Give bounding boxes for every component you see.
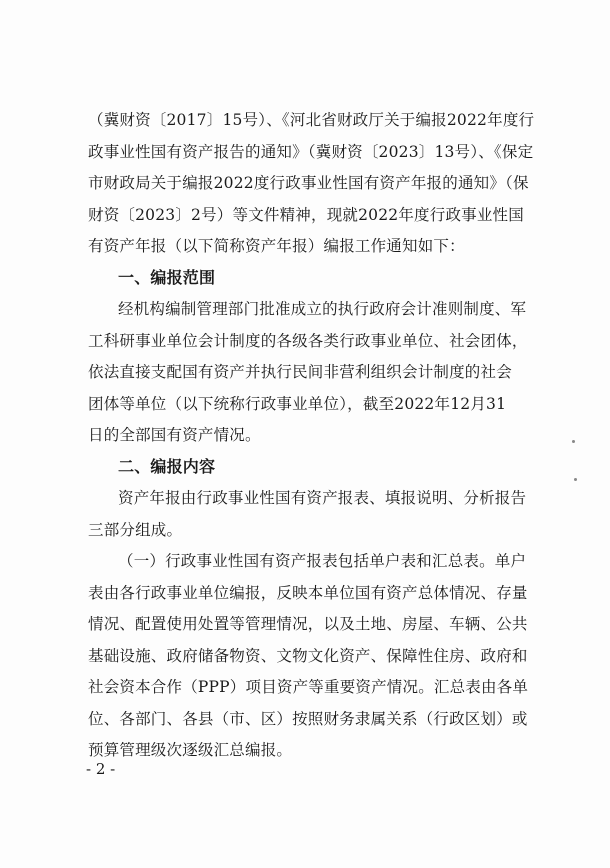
section-heading-content: 二、编报内容 [118,457,216,476]
paragraph-line: 经机构编制管理部门批准成立的执行政府会计准则制度、军 [118,300,527,318]
paragraph-line: 有资产年报（以下简称资产年报）编报工作通知如下： [88,237,465,255]
paragraph-line: （冀财资〔2017〕15号）、《河北省财政厅关于编报2022年度行 [88,111,535,129]
paragraph-line: （一）行政事业性国有资产报表包括单户表和汇总表。单户 [118,552,527,570]
paragraph-line: 工科研事业单位会计制度的各级各类行政事业单位、社会团体， [88,332,528,350]
paragraph-line: 情况、配置使用处置等管理情况，以及土地、房屋、车辆、公共 [88,615,528,633]
paragraph-line: 位、各部门、各县（市、区）按照财务隶属关系（行政区划）或 [88,710,528,728]
paragraph-line: 依法直接支配国有资产并执行民间非营利组织会计制度的社会 [88,363,512,381]
section-heading-scope: 一、编报范围 [118,268,216,287]
page-number: - 2 - [86,760,116,778]
paragraph-line: 资产年报由行政事业性国有资产报表、填报说明、分析报告 [118,489,527,507]
paragraph-line: 三部分组成。 [88,521,183,539]
paragraph-line: 预算管理级次逐级汇总编报。 [88,741,293,759]
paragraph-line: 团体等单位（以下统称行政事业单位），截至2022年12月31 [88,395,507,413]
paragraph-line: 市财政局关于编报2022度行政事业性国有资产年报的通知》（保 [88,174,529,192]
paragraph-line: 表由各行政事业单位编报，反映本单位国有资产总体情况、存量 [88,584,528,602]
paragraph-line: 政事业性国有资产报告的通知》（冀财资〔2023〕13号）、《保定 [88,143,534,161]
scan-speck [572,440,575,443]
paragraph-line: 社会资本合作（PPP）项目资产等重要资产情况。汇总表由各单 [88,678,529,696]
paragraph-line: 日的全部国有资产情况。 [88,426,261,444]
scan-speck [574,478,577,481]
paragraph-line: 基础设施、政府储备物资、文物文化资产、保障性住房、政府和 [88,647,528,665]
paragraph-line: 财资〔2023〕2号）等文件精神，现就2022年度行政事业性国 [88,206,524,224]
